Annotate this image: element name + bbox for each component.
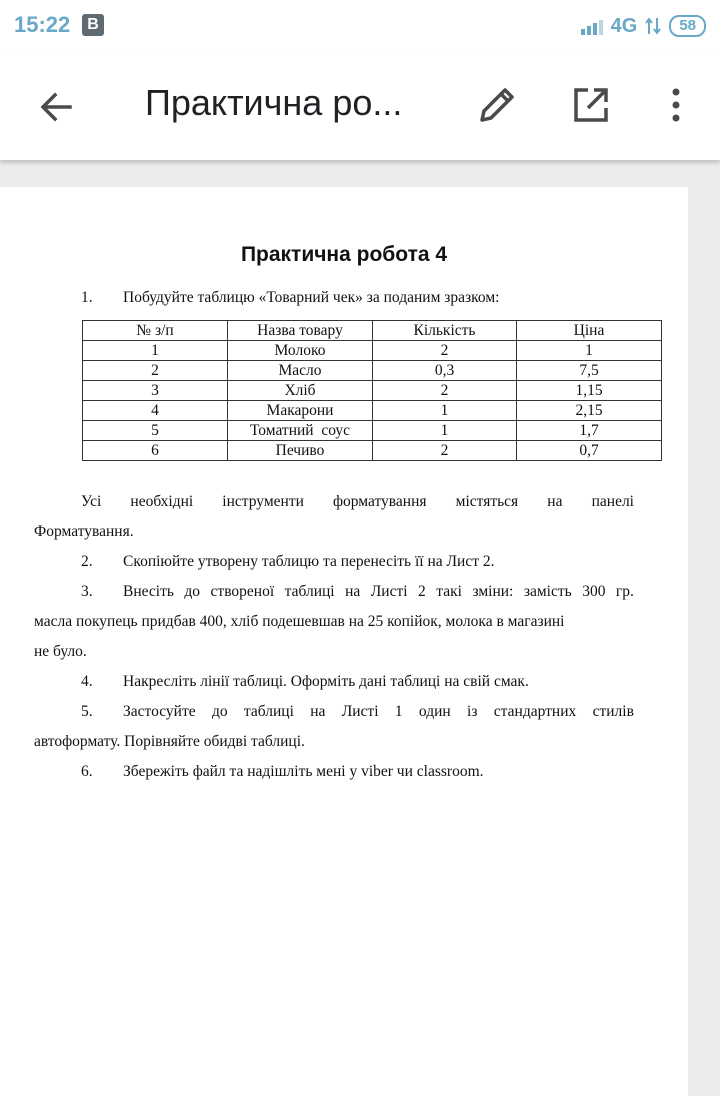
status-indicators — [581, 12, 706, 40]
task-3-line-3: не було. — [34, 643, 87, 660]
word: 2 — [418, 583, 426, 600]
table-cell: Молоко — [228, 341, 373, 361]
table-cell: 1,15 — [517, 381, 662, 401]
word: до — [184, 583, 201, 600]
word: інструменти — [222, 493, 304, 510]
word: стандартних — [493, 703, 577, 720]
word: Листі — [370, 583, 408, 600]
word: створеної — [210, 583, 275, 600]
table-header-cell: Кількість — [373, 321, 517, 341]
table-row — [83, 401, 662, 421]
word: стилів — [592, 703, 634, 720]
word: на — [547, 493, 563, 510]
word: Усі — [81, 493, 102, 510]
battery-level: 58 — [669, 15, 706, 37]
task-3-line-2: масла покупець придбав 400, хліб подешевшав на 25 копійок, молока в магазині — [34, 613, 565, 630]
table-cell: 2 — [373, 381, 517, 401]
table-row — [83, 421, 662, 441]
notification-badge-icon: B — [82, 14, 104, 36]
table-header-cell: Назва товару — [228, 321, 373, 341]
table-cell: 1 — [373, 401, 517, 421]
table-cell: 0,7 — [517, 441, 662, 461]
table-cell: Макарони — [228, 401, 373, 421]
table-header-cell: Ціна — [517, 321, 662, 341]
word: Внесіть — [123, 583, 174, 600]
task-1-text: Побудуйте таблицю «Товарний чек» за поданим зразком: — [123, 289, 500, 306]
table-cell: 2 — [373, 441, 517, 461]
table-cell: 5 — [83, 421, 228, 441]
word: містяться — [455, 493, 519, 510]
table-row — [83, 341, 662, 361]
table-row — [83, 361, 662, 381]
task-5-number: 5. — [81, 703, 93, 720]
task-2-text: Скопіюйте утворену таблицю та перенесіть її на Лист 2. — [123, 553, 495, 570]
task-1-number: 1. — [81, 289, 93, 306]
task-3-line-1 — [123, 583, 634, 601]
word: Листі — [341, 703, 379, 720]
table-cell: 4 — [83, 401, 228, 421]
word: таблиці — [284, 583, 335, 600]
document-page[interactable] — [0, 187, 688, 1096]
task-4-number: 4. — [81, 673, 93, 690]
task-2-number: 2. — [81, 553, 93, 570]
word: на — [345, 583, 361, 600]
word: із — [467, 703, 478, 720]
status-bar — [0, 0, 720, 52]
word: таблиці — [243, 703, 294, 720]
table-cell: 1 — [373, 421, 517, 441]
table-cell: Печиво — [228, 441, 373, 461]
table-row — [83, 441, 662, 461]
paragraph-1-line-1 — [81, 493, 634, 511]
task-6-text: Збережіть файл та надішліть мені у viber чи classroom. — [123, 763, 484, 780]
word: 300 — [582, 583, 606, 600]
table-row — [83, 381, 662, 401]
task-5-line-1 — [123, 703, 634, 721]
table-cell: 6 — [83, 441, 228, 461]
paragraph-1-line-2: Форматування. — [34, 523, 134, 540]
word: зміни: — [472, 583, 514, 600]
receipt-table — [82, 320, 662, 461]
document-title: Практична ро... — [145, 82, 403, 123]
open-external-icon[interactable] — [568, 82, 614, 128]
table-cell: 1 — [83, 341, 228, 361]
word: 1 — [394, 703, 403, 720]
task-5-line-2: автоформату. Порівняйте обидві таблиці. — [34, 733, 305, 750]
word: необхідні — [130, 493, 194, 510]
word: форматування — [333, 493, 427, 510]
word: такі — [436, 583, 462, 600]
table-cell: 7,5 — [517, 361, 662, 381]
data-transfer-icon — [645, 16, 661, 36]
word: замість — [523, 583, 572, 600]
table-cell: 1,7 — [517, 421, 662, 441]
edit-pencil-icon[interactable] — [474, 82, 520, 128]
table-header-cell: № з/п — [83, 321, 228, 341]
table-cell: Хліб — [228, 381, 373, 401]
table-cell: Томатний соус — [228, 421, 373, 441]
word: гр. — [615, 583, 634, 600]
word: панелі — [591, 493, 634, 510]
task-6-number: 6. — [81, 763, 93, 780]
table-cell: 1 — [517, 341, 662, 361]
word: на — [310, 703, 326, 720]
table-cell: 2 — [373, 341, 517, 361]
table-cell: 2,15 — [517, 401, 662, 421]
network-type: 4G — [610, 14, 638, 37]
app-bar — [0, 52, 720, 160]
doc-heading: Практична робота 4 — [240, 243, 448, 266]
task-3-number: 3. — [81, 583, 93, 600]
word: до — [211, 703, 228, 720]
signal-icon — [581, 17, 603, 35]
word: Застосуйте — [123, 703, 196, 720]
task-4-text: Накресліть лінії таблиці. Оформіть дані таблиці на свій смак. — [123, 673, 529, 690]
table-cell: 0,3 — [373, 361, 517, 381]
table-cell: 2 — [83, 361, 228, 381]
table-header-row — [83, 321, 662, 341]
word: один — [418, 703, 451, 720]
back-arrow-icon[interactable] — [34, 84, 80, 130]
status-time: 15:22 — [14, 12, 71, 37]
table-cell: 3 — [83, 381, 228, 401]
table-cell: Масло — [228, 361, 373, 381]
more-options-icon[interactable] — [660, 82, 692, 128]
